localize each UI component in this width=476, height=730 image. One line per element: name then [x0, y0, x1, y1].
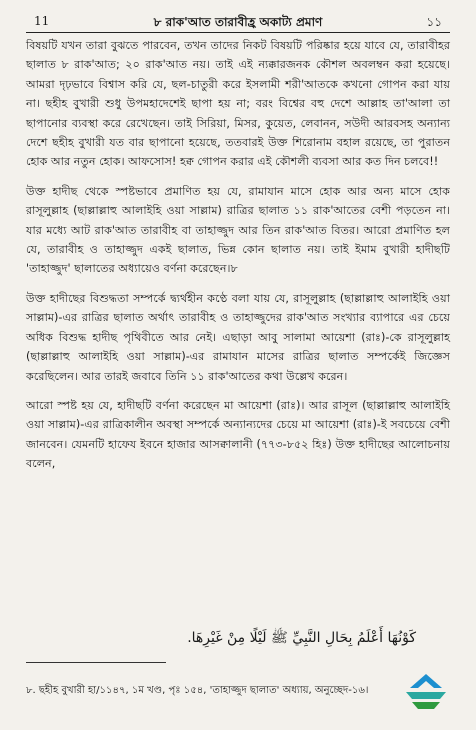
running-title: ৮ রাক'আত তারাবীহ্র অকাট্য প্রমাণ	[153, 15, 323, 29]
body-text	[26, 36, 450, 484]
paragraph-2: উক্ত হাদীছ থেকে স্পষ্টভাবে প্রমাণিত হয় যে, রামাযান মাসে হোক আর অন্য মাসে হোক রাসূলুল্লাহ (ছাল্লাল্লাহু আলাইহি ওয়া সাল্লাম) রাত্রির ছালাত ১১ রাক'আতের বেশী পড়তেন না। যার মধ্যে আট রাক'আত তারাবীহ বা তাহাজ্জুদ আর তিন রাক'আত বিতর। আরো প্রমাণিত হল যে, তারাবীহ ও তাহাজ্জুদ একই ছালাত, ভিন্ন কোন ছালাত নয়। তাই ইমাম বুখারী হাদীছটি 'তাহাজ্জুদ' ছালাতের অধ্যায়েও বর্ণনা করেছেন।৮	[26, 184, 450, 276]
paragraph-3: উক্ত হাদীছের বিশুদ্ধতা সম্পর্কে দ্ব্যর্থহীন কণ্ঠে বলা যায় যে, রাসূলুল্লাহ (ছাল্লাল্লাহু আলাইহি ওয়া সাল্লাম)-এর রাত্রির ছালাত অর্থাৎ তারাবীহ ও তাহাজ্জুদের রাক'আত সংখ্যার ব্যাপারে এর চেয়ে অধিক বিশুদ্ধ হাদীছ পৃথিবীতে আর নেই। এছাড়া আবু সালামা আয়েশা (রাঃ)-কে রাসূলুল্লাহ (ছাল্লাল্লাহু আলাইহি ওয়া সাল্লাম)-এর রামাযান মাসের রাত্রির ছালাত সম্পর্কেই জিজ্ঞেস করেছিলেন। আর তারই জবাবে তিনি ১১ রাক'আতের কথা উল্লেখ করেন।	[26, 291, 450, 383]
page-number-right: ১১	[426, 15, 442, 29]
page-number-left: 11	[34, 14, 50, 28]
publisher-logo-icon	[402, 672, 450, 712]
footnote-divider	[26, 662, 166, 663]
arabic-quote: كَوْنُهَا أَعْلَمُ بِحَالِ النَّبِيِّ ﷺ لَيْلًا مِنْ غَيْرِهَا.	[187, 630, 416, 646]
paragraph-1: বিষয়টি যখন তারা বুঝতে পারবেন, তখন তাদের নিকট বিষয়টি পরিষ্কার হয়ে যাবে যে, তারাবীহর ছালাত ৮ রাক'আত; ২০ রাক'আত নয়। তাই এই ন্যক্কারজনক কৌশল অবলম্বন করা হয়েছে। আমরা দৃঢ়ভাবে বিশ্বাস করি যে, ছল-চাতুরী করে ইসলামী শরী'আতকে কখনো গোপন করা যায় না। ছহীহ বুখারী শুধু উপমহাদেশেই ছাপা হয় না; বরং বিশ্বের বহু দেশে আল্লাহ তা'আলা তা ছাপানোর ব্যবস্থা করে রেখেছেন। তাই সিরিয়া, মিসর, কুয়েত, লেবানন, সউদী আরবসহ অন্যান্য দেশে ছহীহ বুখারী যত বার ছাপানো হয়েছে, ততবারই উক্ত শিরোনাম বহাল রয়েছে, তা পুরাতন হোক আর নতুন হোক। আফসোস! হক্ব গোপন করার এই কৌশলী ব্যবসা আর কত দিন চলবে!!	[26, 39, 450, 169]
paragraph-4: আরো স্পষ্ট হয় যে, হাদীছটি বর্ণনা করেছেন মা আয়েশা (রাঃ)। আর রাসূল (ছাল্লাল্লাহু আলাইহি ওয়া সাল্লাম)-এর রাত্রিকালীন অবস্থা সম্পর্কে অন্যান্যদের চেয়ে মা আয়েশা (রাঃ)-ই সবচেয়ে বেশী জানবেন। যেমনটি হাফেয ইবনে হাজার আসক্বালানী (৭৭৩-৮৫২ হিঃ) উক্ত হাদীছের আলোচনায় বলেন,	[26, 398, 450, 471]
page-header	[26, 10, 450, 33]
footnote: ৮. ছহীহ বুখারী হা/১১৪৭, ১ম খণ্ড, পৃঃ ১৫৪, 'তাহাজ্জুদ ছালাত' অধ্যায়, অনুচ্ছেদ-১৬।	[26, 685, 369, 696]
